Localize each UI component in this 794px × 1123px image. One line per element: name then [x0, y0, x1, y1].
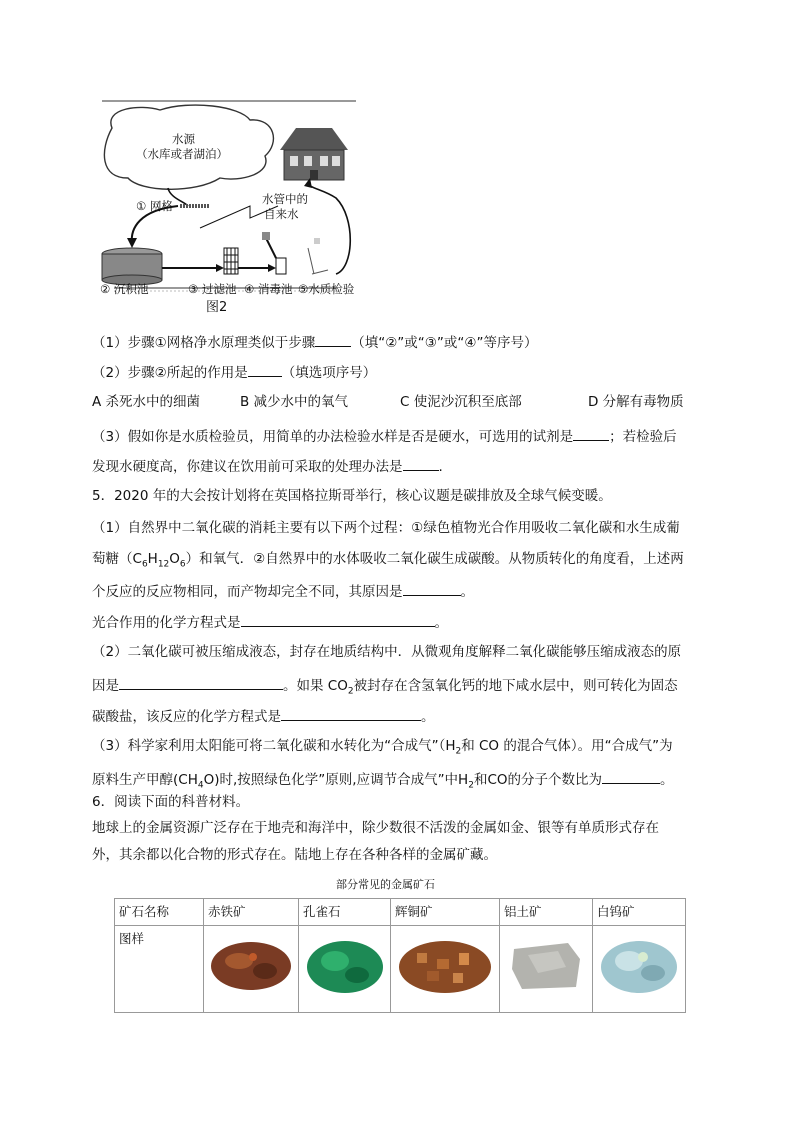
settling-tank-icon [102, 248, 162, 285]
quality-test-icon [308, 238, 328, 274]
answer-blank[interactable] [119, 675, 283, 690]
label-tap-water-2: 自来水 [264, 207, 299, 221]
q6-paragraph-line1: 地球上的金属资源广泛存在于地壳和海洋中，除少数很不活泼的金属如金、银等有单质形式存在 [92, 820, 659, 836]
diagram-drawing [100, 98, 360, 298]
ore-name-cell: 孔雀石 [299, 899, 391, 926]
ore-image-cell [299, 926, 391, 1013]
house-icon [280, 128, 348, 180]
q4-option-d: D 分解有毒物质 [588, 394, 684, 410]
q4-part3: （3）假如你是水质检验员，用简单的办法检验水样是否是硬水，可选用的试剂是 ；若检验后 [92, 426, 677, 446]
hematite-image [209, 939, 293, 993]
answer-blank[interactable] [602, 769, 660, 784]
q5-part1-line3: 个反应的反应物相同，而产物却完全不同，其原因是 。 [92, 581, 474, 601]
table-row [115, 926, 686, 1013]
q6-stem: 6．阅读下面的科普材料。 [92, 794, 250, 810]
bauxite-image [508, 939, 584, 993]
label-water-source: 水源 [172, 132, 195, 146]
q6-paragraph-line2: 外，其余都以化合物的形式存在。陆地上存在各种各样的金属矿藏。 [92, 847, 497, 863]
q5-part2-line1: （2）二氧化碳可被压缩成液态，封存在地质结构中．从微观角度解释二氧化碳能够压缩成液态的原 [92, 644, 682, 660]
label-step3-filter: ③ 过滤池 [188, 282, 237, 296]
answer-blank[interactable] [573, 426, 609, 441]
table-header-cell: 图样 [115, 926, 204, 1013]
q5-part3-line1: （3）科学家利用太阳能可将二氧化碳和水转化为“合成气$”(H_2$和 CO 的混合气体）。用“合成气”为 [92, 738, 673, 757]
q5-part2-line2: 因是 。如果 $CO_2$被封存在含氢氧化钙的地下咸水层中，则可转化为固态 [92, 675, 678, 701]
table-title: 部分常见的金属矿石 [336, 878, 435, 891]
answer-blank[interactable] [241, 612, 435, 627]
ore-name-cell: 辉铜矿 [391, 899, 500, 926]
label-tap-water-1: 水管中的 [262, 192, 308, 206]
label-step2-settling: ② 沉积池 [100, 282, 149, 296]
answer-blank[interactable] [248, 362, 282, 377]
answer-blank[interactable] [315, 332, 351, 347]
label-water-source-sub: （水库或者湖泊） [136, 147, 228, 161]
q4-option-c: C 使泥沙沉积至底部 [400, 394, 522, 410]
scheelite-image [599, 939, 679, 995]
ore-name-cell: 铝土矿 [500, 899, 593, 926]
ore-image-cell [204, 926, 299, 1013]
filter-icon [224, 248, 238, 274]
table-header-cell: 矿石名称 [115, 899, 204, 926]
ore-name-cell: 白钨矿 [593, 899, 686, 926]
answer-blank[interactable] [281, 706, 421, 721]
q5-part1-line1: （1）自然界中二氧化碳的消耗主要有以下两个过程：①绿色植物光合作用吸收二氧化碳和水生成葡 [92, 520, 680, 536]
q5-part3-line2: 原料生产甲醇$(CH_4O)$时,按照绿色化学”原则,应调节合成气”中$H_2$和CO的分子个数比为 。 [92, 769, 674, 795]
label-step1-grid: ① 网格 [136, 199, 173, 213]
water-treatment-diagram [100, 98, 360, 326]
malachite-image [305, 939, 385, 995]
ore-image-cell [500, 926, 593, 1013]
q4-option-b: B 减少水中的氧气 [240, 394, 349, 410]
answer-blank[interactable] [403, 456, 439, 471]
answer-blank[interactable] [403, 581, 461, 596]
q4-part3-cont: 发现水硬度高，你建议在饮用前可采取的处理办法是 . [92, 456, 443, 476]
q4-part1: （1）步骤①网格净水原理类似于步骤 （填“②”或“③”或“④”等序号） [92, 332, 537, 352]
ore-name-cell: 赤铁矿 [204, 899, 299, 926]
q5-part1-line2: 萄糖$(C_6H_{12}O_6)$和氧气．②自然界中的水体吸收二氧化碳生成碳酸。从物质转化的角度看，上述两 [92, 551, 684, 570]
table-row [115, 899, 686, 926]
q5-part1-line4: 光合作用的化学方程式是 。 [92, 612, 448, 632]
q5-part2-line3: 碳酸盐，该反应的化学方程式是 。 [92, 706, 435, 726]
ore-image-cell [593, 926, 686, 1013]
ore-image-cell [391, 926, 500, 1013]
label-step5-quality: ⑤水质检验 [298, 282, 355, 296]
label-step4-disinfect: ④ 消毒池 [244, 282, 293, 296]
chalcocite-image [397, 939, 493, 995]
ore-table [114, 898, 686, 1013]
q4-part2: （2）步骤②所起的作用是 （填选项序号） [92, 362, 376, 382]
q5-stem: 5．2020 年的大会按计划将在英国格拉斯哥举行，核心议题是碳排放及全球气候变暖。 [92, 488, 612, 504]
q4-option-a: A 杀死水中的细菌 [92, 394, 201, 410]
figure-caption: 图2 [206, 300, 228, 315]
